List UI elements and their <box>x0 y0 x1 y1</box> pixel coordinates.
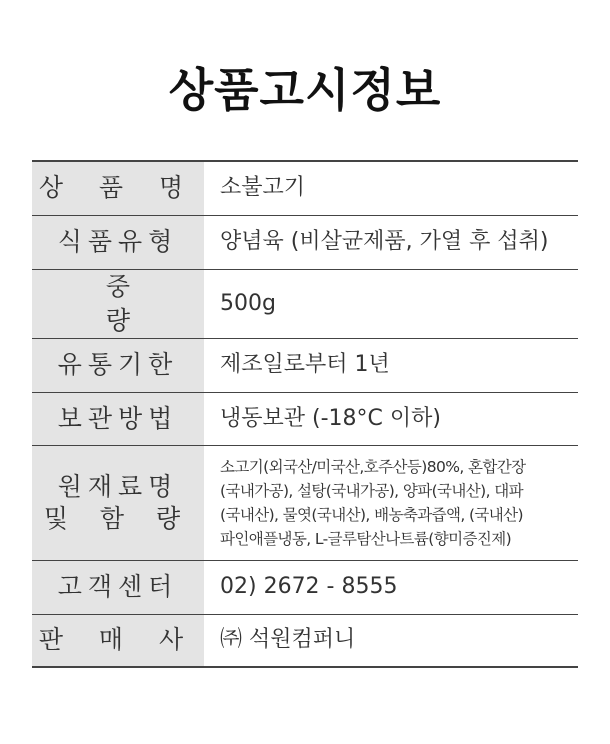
label-cell <box>32 392 204 445</box>
table-row-weight <box>32 269 578 338</box>
value-cell <box>204 445 578 560</box>
seller-value: ㈜ 석원컴퍼니 <box>220 627 356 653</box>
product-info-table <box>32 160 578 668</box>
storage-label: 보관방법 <box>57 403 179 433</box>
value-cell <box>204 392 578 445</box>
ingredients-label-line: 원재료명 <box>57 471 179 501</box>
value-cell <box>204 560 578 614</box>
label-cell <box>32 215 204 269</box>
table-row-ingredients <box>32 445 578 560</box>
storage-value: 냉동보관 (-18°C 이하) <box>220 405 441 431</box>
ingredients-label-line: 및 함 량 <box>43 503 193 533</box>
weight-value: 500g <box>220 290 276 316</box>
label-cell <box>32 161 204 215</box>
food-type-label: 식품유형 <box>57 227 179 256</box>
ingredients-value-line: 파인애플냉동, L-글루탐산나트륨(향미증진제) <box>220 529 512 548</box>
table-row-product-name <box>32 161 578 215</box>
value-cell <box>204 614 578 667</box>
label-cell <box>32 338 204 392</box>
value-cell <box>204 215 578 269</box>
ingredients-value-line: 소고기(외국산/미국산,호주산등)80%, 혼합간장 <box>220 457 526 476</box>
table-row-food-type <box>32 215 578 269</box>
value-cell <box>204 269 578 338</box>
table-row-customer-center <box>32 560 578 614</box>
table-row-expiry <box>32 338 578 392</box>
product-name-label: 상 품 명 <box>38 173 198 203</box>
customer-center-label: 고객센터 <box>57 572 179 601</box>
expiry-value: 제조일로부터 1년 <box>220 352 390 377</box>
label-cell <box>32 560 204 614</box>
ingredients-value-line: (국내가공), 설탕(국내가공), 양파(국내산), 대파 <box>220 481 523 500</box>
weight-label: 중 량 <box>105 271 171 335</box>
ingredients-value-line: (국내산), 물엿(국내산), 배농축과즙액, (국내산) <box>220 505 523 524</box>
label-cell <box>32 614 204 667</box>
value-cell <box>204 161 578 215</box>
label-cell <box>32 269 204 338</box>
page-title: 상품고시정보 <box>168 63 442 117</box>
label-cell <box>32 445 204 560</box>
customer-center-value: 02) 2672 - 8555 <box>220 574 398 599</box>
table-row-storage <box>32 392 578 445</box>
product-name-value: 소불고기 <box>220 175 306 201</box>
expiry-label: 유통기한 <box>57 350 179 379</box>
table-row-seller <box>32 614 578 667</box>
ingredients-label <box>32 471 204 535</box>
food-type-value: 양념육 (비살균제품, 가열 후 섭취) <box>220 229 549 254</box>
seller-label: 판 매 사 <box>38 625 198 655</box>
value-cell <box>204 338 578 392</box>
